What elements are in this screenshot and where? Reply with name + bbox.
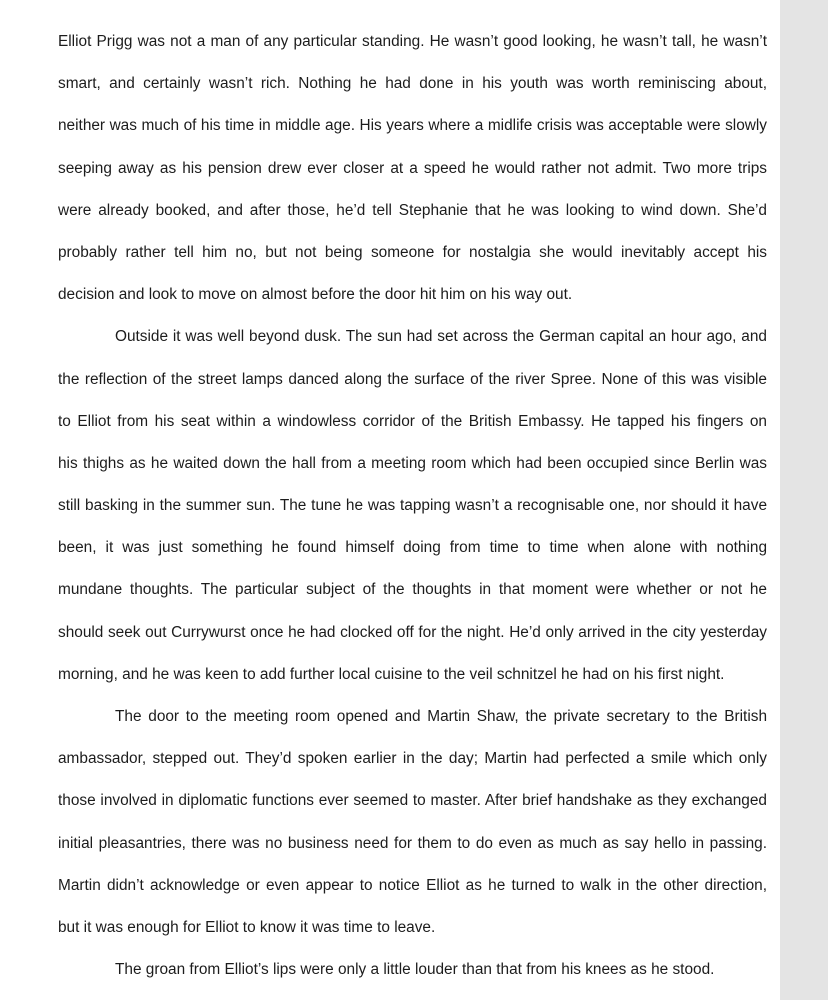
text-line: been, it was just something he found himself doing from time to time when alone with nothing [58,539,767,557]
text-line: but it was enough for Elliot to know it was time to leave. [58,918,436,936]
text-line: mundane thoughts. The particular subject of the thoughts in that moment were whether or not he [58,581,767,599]
window-background-gutter [780,0,828,1000]
document-body [58,21,767,991]
text-line: still basking in the summer sun. The tune he was tapping wasn’t a recognisable one, nor should it have [58,497,767,515]
text-line: should seek out Currywurst once he had clocked off for the night. He’d only arrived in the city yesterday [58,623,767,641]
text-line: morning, and he was keen to add further local cuisine to the veil schnitzel he had on his first night. [58,665,725,683]
text-line: were already booked, and after those, he’d tell Stephanie that he was looking to wind down. She’d [58,201,767,219]
text-line: his thighs as he waited down the hall from a meeting room which had been occupied since Berlin was [58,454,767,472]
paragraph [58,21,767,316]
text-line: probably rather tell him no, but not being someone for nostalgia she would inevitably accept his [58,243,767,261]
text-line: ambassador, stepped out. They’d spoken earlier in the day; Martin had perfected a smile which only [58,750,767,768]
text-line: Outside it was well beyond dusk. The sun had set across the German capital an hour ago, and [115,328,767,346]
text-line: seeping away as his pension drew ever closer at a speed he would rather not admit. Two more trips [58,159,767,177]
text-line: smart, and certainly wasn’t rich. Nothing he had done in his youth was worth reminiscing about, [58,75,767,93]
paragraph [58,316,767,696]
text-line: those involved in diplomatic functions ever seemed to master. After brief handshake as they exchanged [58,792,767,810]
text-line: The door to the meeting room opened and Martin Shaw, the private secretary to the British [115,708,767,725]
text-line: The groan from Elliot’s lips were only a little louder than that from his knees as he stood. [115,961,715,979]
paragraph [58,949,767,991]
text-line: to Elliot from his seat within a windowless corridor of the British Embassy. He tapped his fingers on [58,412,767,430]
text-line: the reflection of the street lamps danced along the surface of the river Spree. None of this was visible [58,370,767,388]
text-line: Martin didn’t acknowledge or even appear to notice Elliot as he turned to walk in the other direction, [58,876,767,894]
text-line: neither was much of his time in middle age. His years where a midlife crisis was acceptable were slowly [58,117,767,135]
text-line: decision and look to move on almost before the door hit him on his way out. [58,286,573,304]
text-line: initial pleasantries, there was no business need for them to do even as much as say hello in passing. [58,834,767,852]
text-line: Elliot Prigg was not a man of any particular standing. He wasn’t good looking, he wasn’t tall, he wasn’t [58,33,767,50]
paragraph [58,696,767,949]
